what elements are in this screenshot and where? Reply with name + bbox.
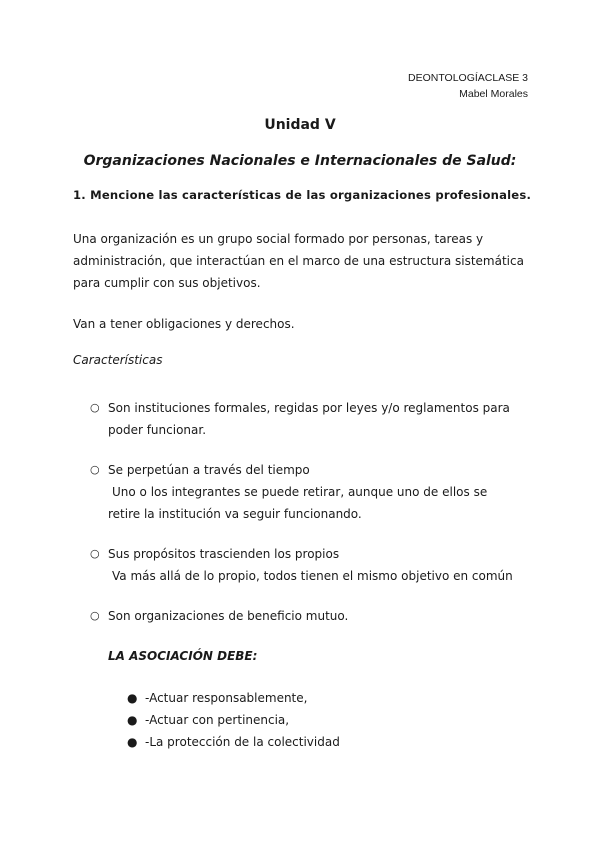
- item-line: Sus propósitos trascienden los propios: [108, 547, 340, 561]
- hollow-bullet-icon: ○: [90, 463, 100, 476]
- hollow-bullet-icon: ○: [90, 401, 100, 414]
- item-line: Uno o los integrantes se puede retirar, aunque uno de ellos se: [112, 485, 488, 499]
- item-text: -Actuar responsablemente,: [145, 691, 308, 705]
- item-line: retire la institución va seguir funcionando.: [108, 507, 362, 521]
- solid-bullet-icon: ●: [127, 691, 138, 705]
- question-heading: 1. Mencione las características de las organizaciones profesionales.: [73, 188, 532, 202]
- unit-title: Unidad V: [264, 117, 336, 133]
- hollow-bullet-icon: ○: [90, 547, 100, 560]
- definition-line-3: para cumplir con sus objetivos.: [73, 276, 261, 290]
- rights-paragraph: Van a tener obligaciones y derechos.: [73, 317, 295, 331]
- item-line: Va más allá de lo propio, todos tienen el mismo objetivo en común: [112, 569, 513, 583]
- hollow-bullet-icon: ○: [90, 609, 100, 622]
- item-line: Son instituciones formales, regidas por leyes y/o reglamentos para: [108, 401, 510, 415]
- item-line: Se perpetúan a través del tiempo: [108, 463, 310, 477]
- section-subtitle: Organizaciones Nacionales e Internacionales de Salud:: [83, 153, 517, 169]
- characteristics-heading: Características: [73, 353, 163, 367]
- definition-paragraph: [73, 228, 533, 294]
- association-heading: LA ASOCIACIÓN DEBE:: [108, 649, 258, 663]
- solid-bullet-icon: ●: [127, 713, 138, 727]
- item-text: -La protección de la colectividad: [145, 735, 340, 749]
- definition-line-1: Una organización es un grupo social formado por personas, tareas y: [73, 232, 484, 246]
- item-line: Son organizaciones de beneficio mutuo.: [108, 609, 349, 623]
- item-text: -Actuar con pertinencia,: [145, 713, 290, 727]
- item-line: poder funcionar.: [108, 423, 207, 437]
- header-course: DEONTOLOGÍACLASE 3: [407, 72, 528, 84]
- header-author: Mabel Morales: [459, 88, 528, 100]
- definition-line-2: administración, que interactúan en el marco de una estructura sistemática: [73, 254, 524, 268]
- solid-bullet-icon: ●: [127, 735, 138, 749]
